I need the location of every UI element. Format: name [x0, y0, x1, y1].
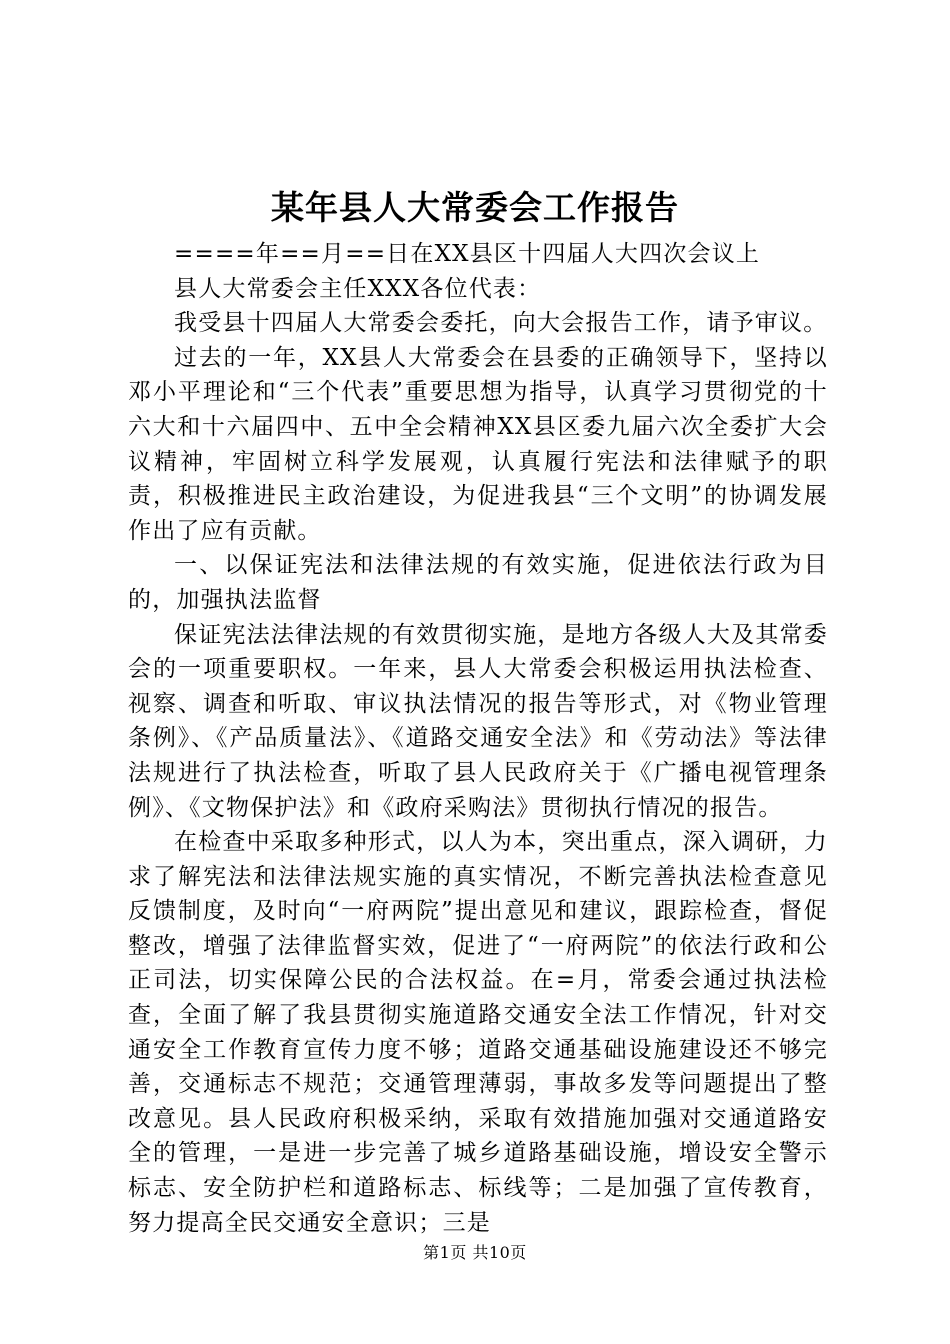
body-paragraph: 在检查中采取多种形式，以人为本，突出重点，深入调研，力求了解宪法和法律法规实施的真实情况，不断完善执法检查意见反馈制度，及时向“一府两院”提出意见和建议，跟踪检查，督促整改，增强了法律监督实效，促进了“一府两院”的依法行政和公正司法，切实保障公民的合法权益。在=月，常委会通过执法检查，全面了解了我县贯彻实施道路交通安全法工作情况，针对交通安全工作教育宣传力度不够；道路交通基础设施建设还不够完善，交通标志不规范；交通管理薄弱，事故多发等问题提出了整改意见。县人民政府积极采纳，采取有效措施加强对交通道路安全的管理，一是进一步完善了城乡道路基础设施，增设安全警示标志、安全防护栏和道路标志、标线等；二是加强了宣传教育，努力提高全民交通安全意识；三是 — [128, 829, 828, 1236]
section-heading: 一、以保证宪法和法律法规的有效实施，促进依法行政为目的，加强执法监督 — [128, 552, 828, 613]
document-title: 某年县人大常委会工作报告 — [271, 188, 679, 227]
page-footer: 第1页 共10页 — [423, 1243, 527, 1262]
body-paragraph: 过去的一年，XX县人大常委会在县委的正确领导下，坚持以邓小平理论和“三个代表”重要思想为指导，认真学习贯彻党的十六大和十六届四中、五中全会精神XX县区委九届六次全委扩大会议精神，牢固树立科学发展观，认真履行宪法和法律赋予的职责，积极推进民主政治建设，为促进我县“三个文明”的协调发展作出了应有贡献。 — [128, 344, 828, 544]
document-body — [128, 237, 828, 1240]
body-paragraph: 我受县十四届人大常委会委托，向大会报告工作，请予审议。 — [174, 310, 828, 337]
speaker-salutation-line: 县人大常委会主任XXX各位代表： — [174, 275, 542, 302]
body-paragraph: 保证宪法法律法规的有效贯彻实施，是地方各级人大及其常委会的一项重要职权。一年来，县人大常委会积极运用执法检查、视察、调查和听取、审议执法情况的报告等形式，对《物业管理条例》、《产品质量法》、《道路交通安全法》和《劳动法》等法律法规进行了执法检查，听取了县人民政府关于《广播电视管理条例》、《文物保护法》和《政府采购法》贯彻执行情况的报告。 — [128, 621, 828, 821]
meeting-info-line: ====年==月==日在XX县区十四届人大四次会议上 — [174, 241, 761, 267]
